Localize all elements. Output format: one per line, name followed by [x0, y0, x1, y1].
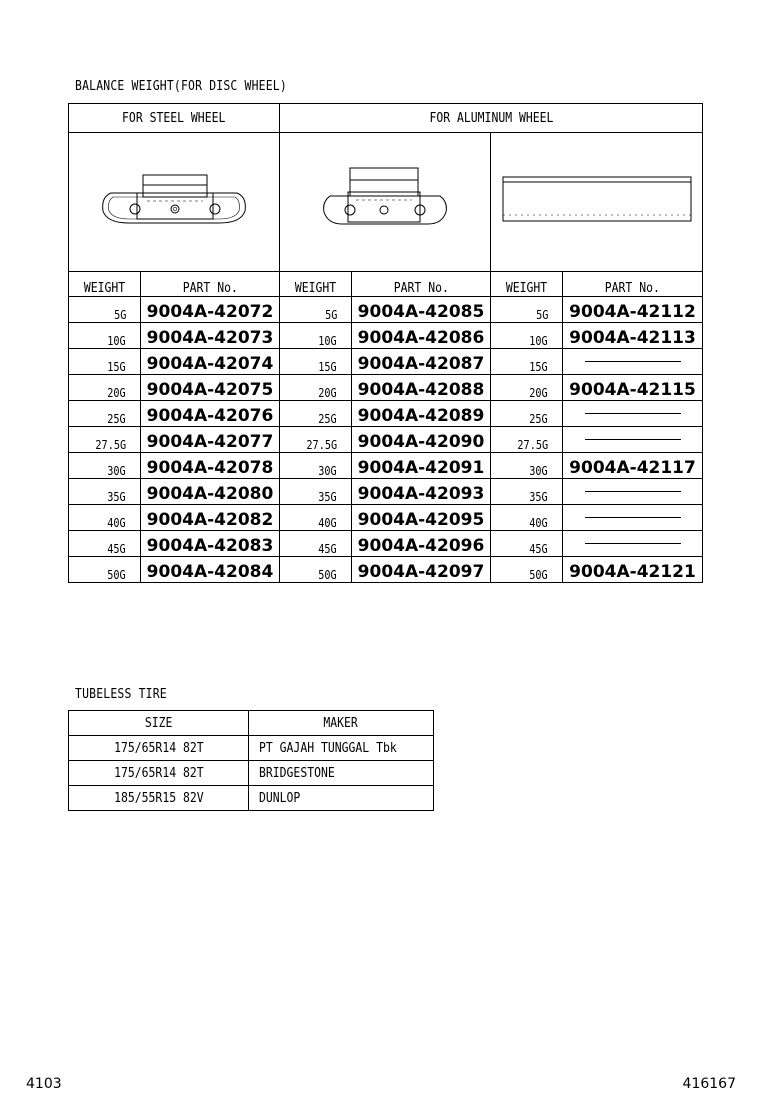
table-row: [69, 401, 703, 427]
size-column-header: SIZE: [69, 711, 249, 736]
weight-cell: 15G: [69, 349, 141, 375]
weight-cell: 15G: [491, 349, 563, 375]
part-number-cell: 9004A-42086: [352, 323, 491, 349]
part-number-cell: 9004A-42097: [352, 557, 491, 583]
weight-cell: 15G: [280, 349, 352, 375]
part-number-cell: 9004A-42085: [352, 297, 491, 323]
adhesive-strip-drawing: [501, 175, 693, 225]
part-number-cell: 9004A-42091: [352, 453, 491, 479]
weight-cell: 50G: [69, 557, 141, 583]
balance-weight-title: BALANCE WEIGHT(FOR DISC WHEEL): [75, 79, 287, 94]
part-number-cell: 9004A-42073: [141, 323, 280, 349]
part-number-cell: 9004A-42076: [141, 401, 280, 427]
weight-cell: 20G: [491, 375, 563, 401]
part-number-cell: 9004A-42093: [352, 479, 491, 505]
part-number-cell: 9004A-42088: [352, 375, 491, 401]
not-available-dash: [585, 543, 681, 544]
tire-size-cell: 175/65R14 82T: [69, 736, 249, 761]
weight-cell: 45G: [491, 531, 563, 557]
part-number-cell: 9004A-42095: [352, 505, 491, 531]
weight-cell: 40G: [491, 505, 563, 531]
tire-maker-cell: DUNLOP: [249, 786, 434, 811]
part-number-cell: 9004A-42084: [141, 557, 280, 583]
weight-cell: 45G: [69, 531, 141, 557]
part-number-cell: 9004A-42113: [563, 323, 703, 349]
tire-maker-cell: PT GAJAH TUNGGAL Tbk: [249, 736, 434, 761]
part-number-cell: 9004A-42077: [141, 427, 280, 453]
part-number-cell: 9004A-42117: [563, 453, 703, 479]
not-available-dash: [585, 413, 681, 414]
weight-cell: 5G: [491, 297, 563, 323]
table-row: [69, 427, 703, 453]
weight-cell: 30G: [280, 453, 352, 479]
page-code-right: 416167: [682, 1076, 736, 1092]
steel-clip-weight-drawing: [99, 165, 249, 235]
part-number-cell: 9004A-42087: [352, 349, 491, 375]
weight-cell: 35G: [491, 479, 563, 505]
adhesive-weight-illustration: [491, 133, 703, 272]
weight-cell: 10G: [491, 323, 563, 349]
table-row: [69, 453, 703, 479]
part-number-unavailable: [563, 427, 703, 453]
part-no-column-header: PART No.: [352, 272, 491, 297]
tire-size-cell: 175/65R14 82T: [69, 761, 249, 786]
weight-cell: 40G: [69, 505, 141, 531]
table-row: [69, 761, 434, 786]
part-number-cell: 9004A-42074: [141, 349, 280, 375]
weight-cell: 25G: [491, 401, 563, 427]
part-number-cell: 9004A-42075: [141, 375, 280, 401]
part-number-cell: 9004A-42080: [141, 479, 280, 505]
part-number-cell: 9004A-42112: [563, 297, 703, 323]
part-number-cell: 9004A-42072: [141, 297, 280, 323]
weight-cell: 27.5G: [280, 427, 352, 453]
weight-column-header: WEIGHT: [491, 272, 563, 297]
aluminum-clip-weight-drawing: [320, 160, 450, 240]
part-number-cell: 9004A-42121: [563, 557, 703, 583]
weight-cell: 25G: [280, 401, 352, 427]
part-number-unavailable: [563, 531, 703, 557]
aluminum-wheel-header: FOR ALUMINUM WHEEL: [280, 104, 703, 133]
page-code-left: 4103: [26, 1076, 62, 1092]
part-number-cell: 9004A-42078: [141, 453, 280, 479]
part-no-column-header: PART No.: [563, 272, 703, 297]
weight-cell: 40G: [280, 505, 352, 531]
weight-cell: 30G: [69, 453, 141, 479]
weight-cell: 35G: [280, 479, 352, 505]
part-number-cell: 9004A-42090: [352, 427, 491, 453]
table-row: [69, 786, 434, 811]
tire-maker-cell: BRIDGESTONE: [249, 761, 434, 786]
table-row: [69, 323, 703, 349]
table-row: [69, 375, 703, 401]
table-row: [69, 736, 434, 761]
tire-size-cell: 185/55R15 82V: [69, 786, 249, 811]
weight-cell: 10G: [280, 323, 352, 349]
weight-cell: 50G: [491, 557, 563, 583]
table-row: [69, 531, 703, 557]
weight-cell: 20G: [280, 375, 352, 401]
steel-weight-illustration: [69, 133, 280, 272]
part-number-unavailable: [563, 505, 703, 531]
weight-cell: 27.5G: [69, 427, 141, 453]
table-row: [69, 505, 703, 531]
not-available-dash: [585, 439, 681, 440]
not-available-dash: [585, 517, 681, 518]
weight-cell: 10G: [69, 323, 141, 349]
balance-weight-table: [68, 103, 703, 583]
weight-column-header: WEIGHT: [280, 272, 352, 297]
weight-cell: 20G: [69, 375, 141, 401]
table-row: [69, 557, 703, 583]
tubeless-tire-table: [68, 710, 434, 811]
table-row: [69, 479, 703, 505]
aluminum-clip-weight-illustration: [280, 133, 491, 272]
weight-column-header: WEIGHT: [69, 272, 141, 297]
weight-cell: 5G: [280, 297, 352, 323]
part-number-unavailable: [563, 349, 703, 375]
part-number-cell: 9004A-42096: [352, 531, 491, 557]
maker-column-header: MAKER: [249, 711, 434, 736]
weight-cell: 5G: [69, 297, 141, 323]
steel-wheel-header: FOR STEEL WHEEL: [69, 104, 280, 133]
weight-cell: 27.5G: [491, 427, 563, 453]
weight-cell: 30G: [491, 453, 563, 479]
tubeless-tire-title: TUBELESS TIRE: [75, 687, 167, 702]
weight-cell: 25G: [69, 401, 141, 427]
part-number-unavailable: [563, 479, 703, 505]
table-row: [69, 349, 703, 375]
part-number-cell: 9004A-42089: [352, 401, 491, 427]
part-number-cell: 9004A-42082: [141, 505, 280, 531]
table-row: [69, 297, 703, 323]
part-number-cell: 9004A-42083: [141, 531, 280, 557]
part-number-cell: 9004A-42115: [563, 375, 703, 401]
not-available-dash: [585, 361, 681, 362]
weight-cell: 45G: [280, 531, 352, 557]
part-no-column-header: PART No.: [141, 272, 280, 297]
weight-cell: 35G: [69, 479, 141, 505]
weight-cell: 50G: [280, 557, 352, 583]
part-number-unavailable: [563, 401, 703, 427]
not-available-dash: [585, 491, 681, 492]
